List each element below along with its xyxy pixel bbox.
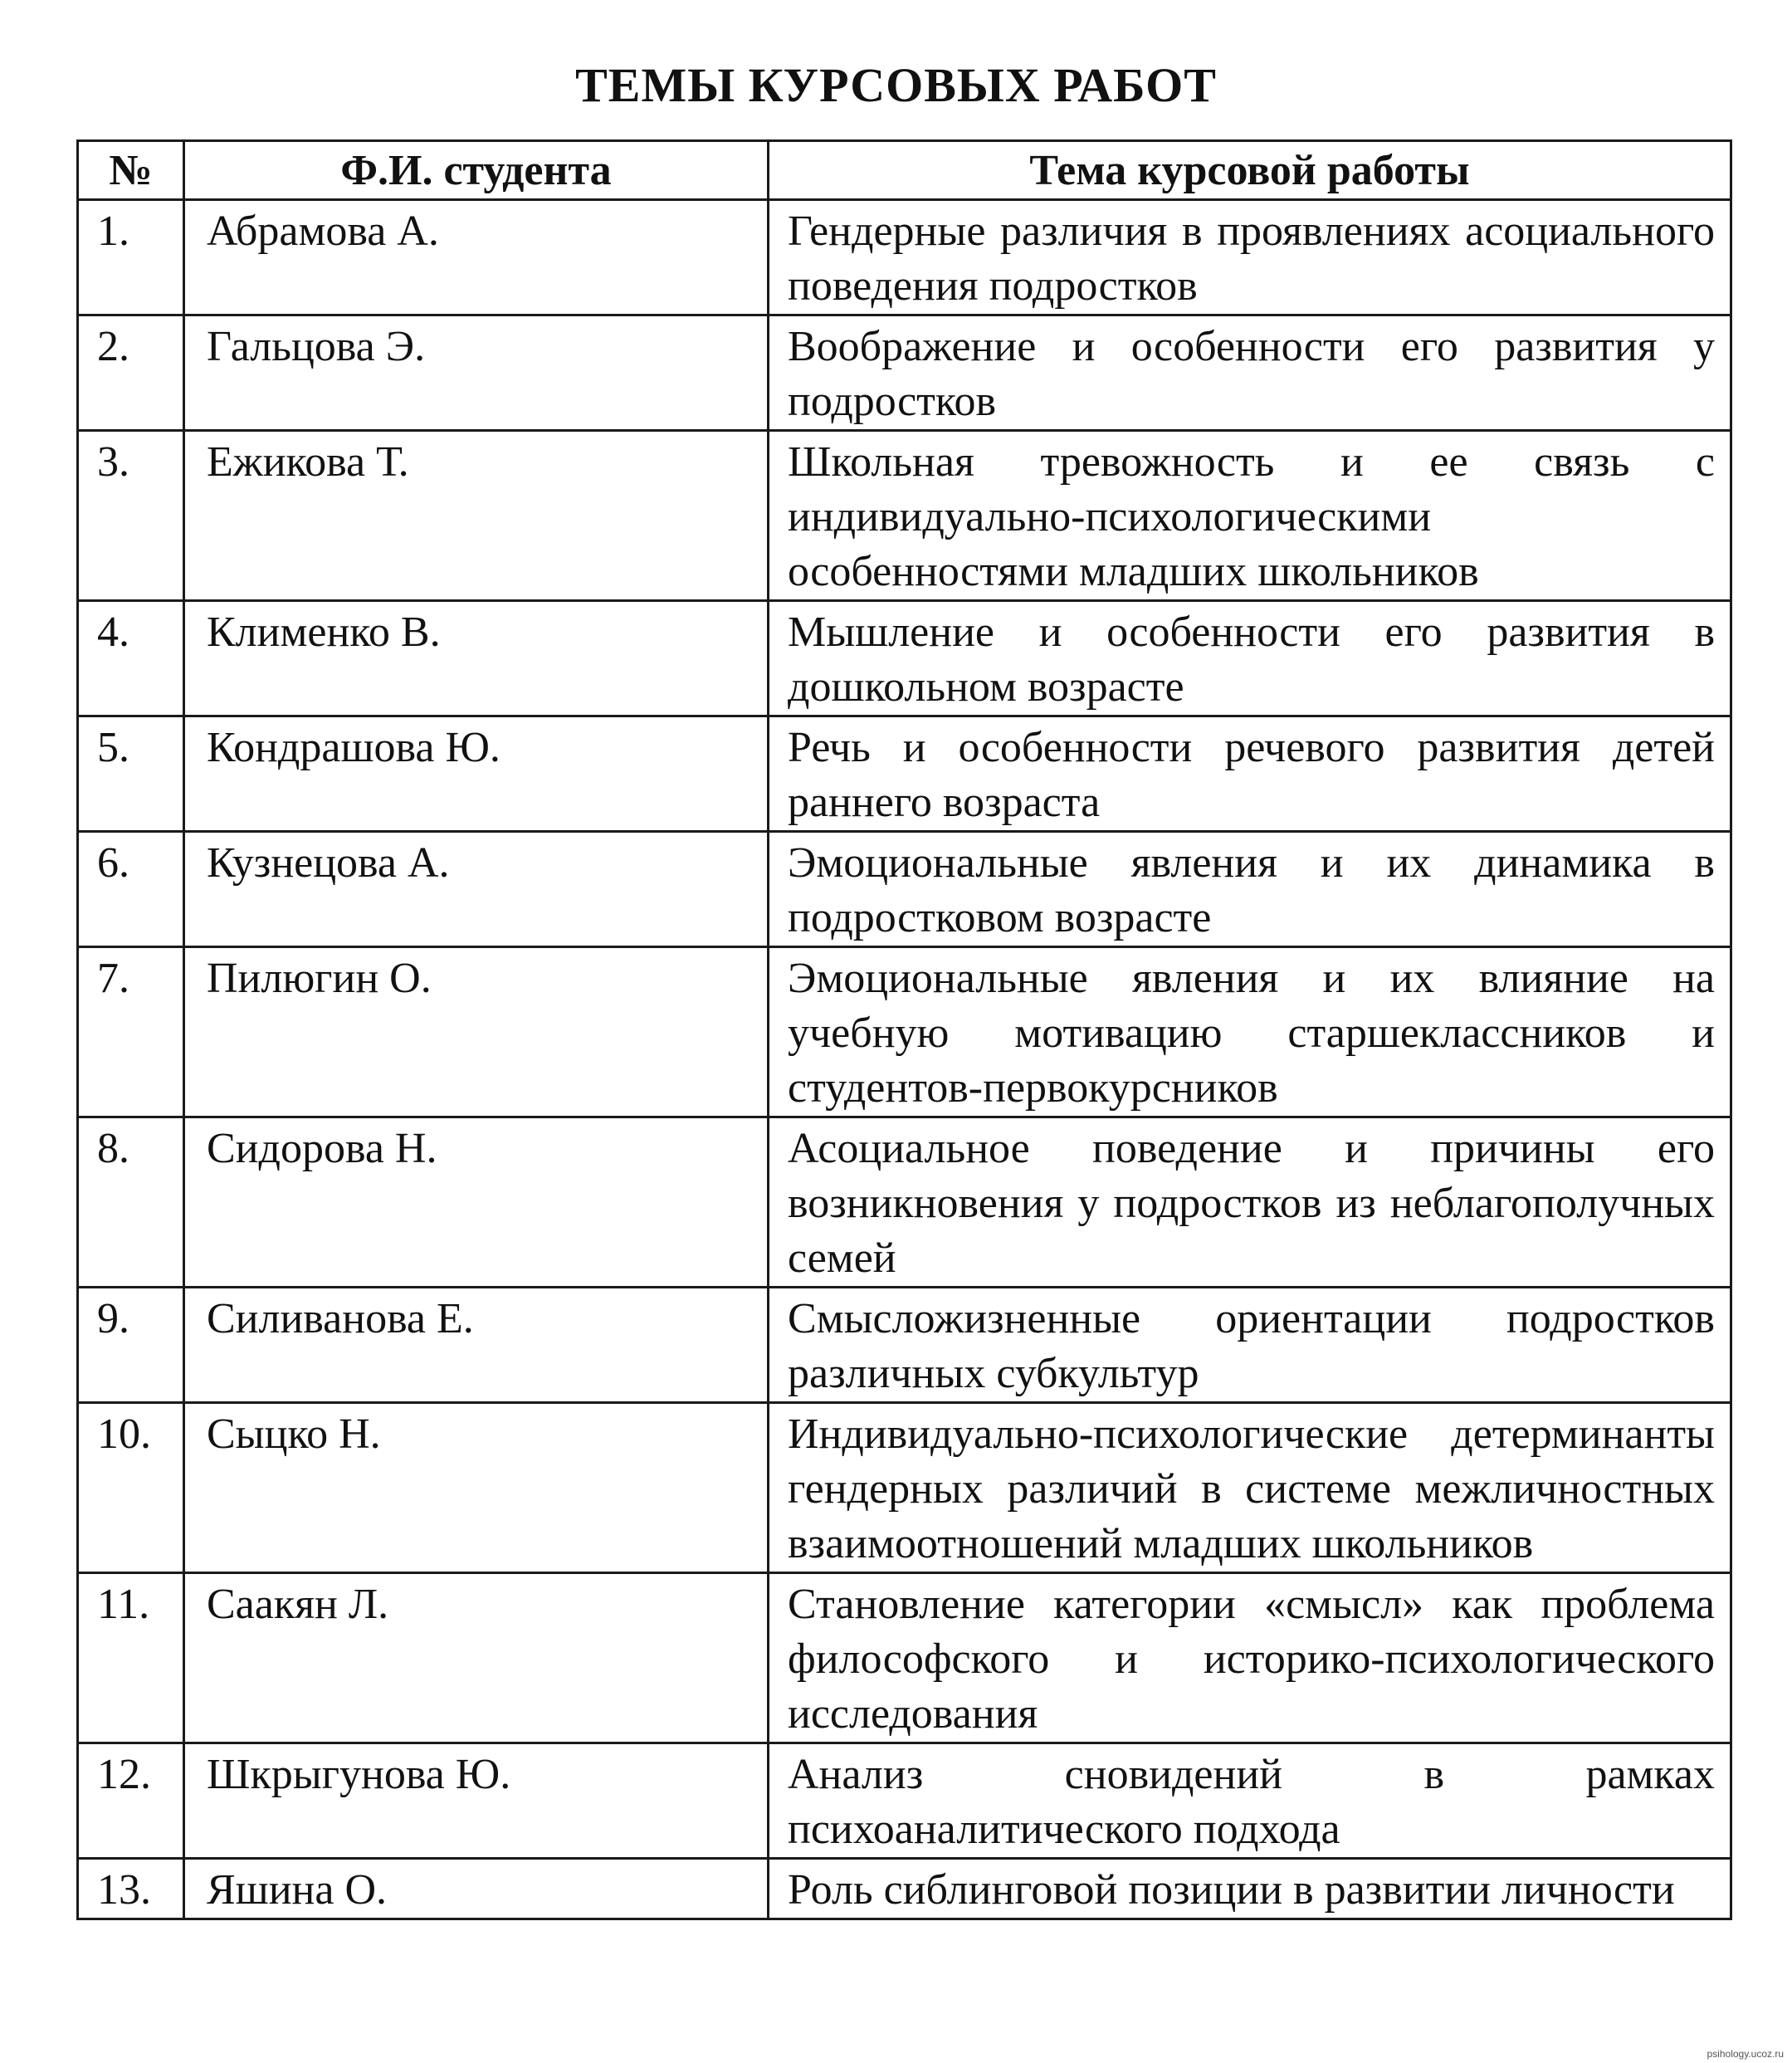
student-name: Яшина О. — [184, 1859, 769, 1919]
table-body — [78, 200, 1731, 1919]
table-row — [78, 1573, 1731, 1743]
row-number: 5. — [78, 716, 184, 832]
student-name: Пилюгин О. — [184, 947, 769, 1117]
table-row — [78, 601, 1731, 716]
coursework-topic: Школьная тревожность и ее связь с индивидуально-психологическими особенностями младших школьников — [769, 431, 1731, 601]
coursework-topic: Эмоциональные явления и их влияние на учебную мотивацию старшеклассников и студентов-первокурсников — [769, 947, 1731, 1117]
row-number: 1. — [78, 200, 184, 315]
student-name: Сыцко Н. — [184, 1403, 769, 1573]
row-number: 7. — [78, 947, 184, 1117]
row-number: 12. — [78, 1743, 184, 1859]
row-number: 2. — [78, 315, 184, 431]
row-number: 11. — [78, 1573, 184, 1743]
student-name: Кондрашова Ю. — [184, 716, 769, 832]
table-row — [78, 200, 1731, 315]
row-number: 13. — [78, 1859, 184, 1919]
table-row — [78, 947, 1731, 1117]
student-name: Саакян Л. — [184, 1573, 769, 1743]
site-watermark: psihology.ucoz.ru — [1707, 2048, 1784, 2060]
coursework-topic: Речь и особенности речевого развития детей раннего возраста — [769, 716, 1731, 832]
student-name: Шкрыгунова Ю. — [184, 1743, 769, 1859]
table-row — [78, 716, 1731, 832]
row-number: 8. — [78, 1117, 184, 1288]
coursework-topic: Роль сиблинговой позиции в развитии личности — [769, 1859, 1731, 1919]
table-row — [78, 431, 1731, 601]
student-name: Кузнецова А. — [184, 832, 769, 947]
coursework-topic: Анализ сновидений в рамках психоаналитического подхода — [769, 1743, 1731, 1859]
coursework-topic: Смысложизненные ориентации подростков различных субкультур — [769, 1288, 1731, 1403]
student-name: Ежикова Т. — [184, 431, 769, 601]
header-row — [78, 141, 1731, 200]
header-topic: Тема курсовой работы — [769, 141, 1731, 200]
topics-table — [76, 139, 1732, 1920]
coursework-topic: Мышление и особенности его развития в дошкольном возрасте — [769, 601, 1731, 716]
table-row — [78, 1288, 1731, 1403]
table-row — [78, 832, 1731, 947]
table-row — [78, 315, 1731, 431]
student-name: Силиванова Е. — [184, 1288, 769, 1403]
row-number: 3. — [78, 431, 184, 601]
coursework-topic: Индивидуально-психологические детерминанты гендерных различий в системе межличностных взаимоотношений младших школьников — [769, 1403, 1731, 1573]
page-title: ТЕМЫ КУРСОВЫХ РАБОТ — [575, 57, 1217, 112]
table-row — [78, 1859, 1731, 1919]
coursework-topic: Воображение и особенности его развития у подростков — [769, 315, 1731, 431]
header-number: № — [78, 141, 184, 200]
coursework-topic: Становление категории «смысл» как проблема философского и историко-психологического исследования — [769, 1573, 1731, 1743]
table-row — [78, 1117, 1731, 1288]
coursework-topic: Асоциальное поведение и причины его возникновения у подростков из неблагополучных семей — [769, 1117, 1731, 1288]
coursework-topic: Эмоциональные явления и их динамика в подростковом возрасте — [769, 832, 1731, 947]
header-student-name: Ф.И. студента — [184, 141, 769, 200]
student-name: Сидорова Н. — [184, 1117, 769, 1288]
table-header — [78, 141, 1731, 200]
coursework-topic: Гендерные различия в проявлениях асоциального поведения подростков — [769, 200, 1731, 315]
table-row — [78, 1743, 1731, 1859]
student-name: Абрамова А. — [184, 200, 769, 315]
row-number: 6. — [78, 832, 184, 947]
student-name: Клименко В. — [184, 601, 769, 716]
row-number: 10. — [78, 1403, 184, 1573]
row-number: 4. — [78, 601, 184, 716]
student-name: Гальцова Э. — [184, 315, 769, 431]
row-number: 9. — [78, 1288, 184, 1403]
table-row — [78, 1403, 1731, 1573]
